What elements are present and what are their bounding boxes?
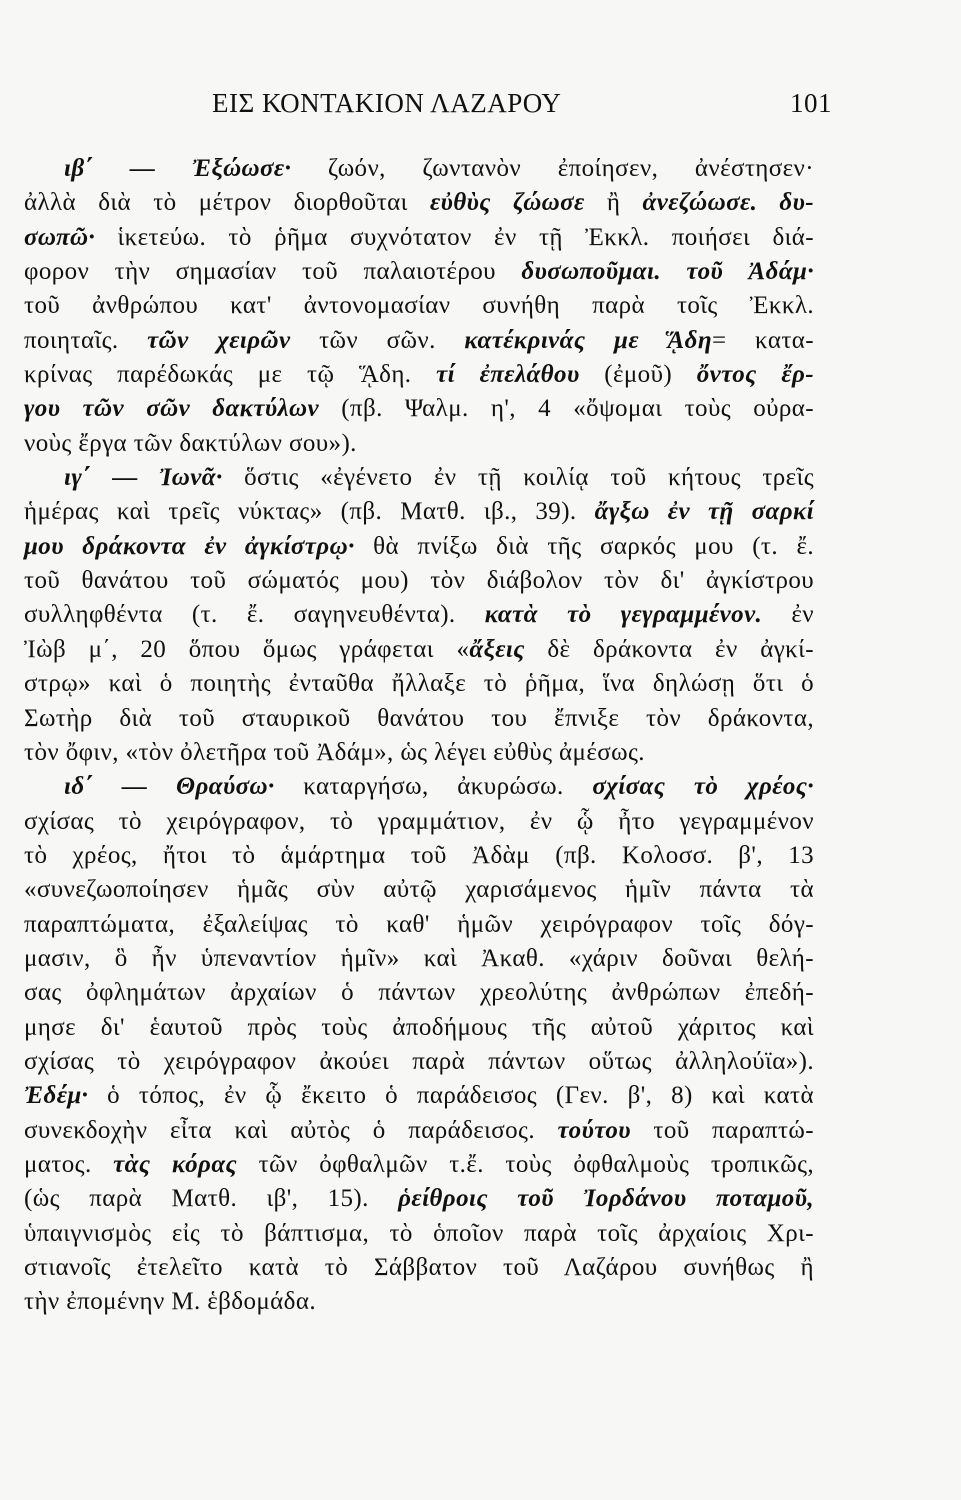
text-line (24, 736, 814, 770)
text-line (24, 152, 814, 186)
text-run: Ἰὼβ μ΄, 20 ὅπου ὅμως γράφεται « (24, 635, 470, 663)
text-run: μασιν, ὃ ἦν ὑπεναντίον ἡμῖν» καὶ Ἀκαθ. «χάριν δοῦναι θελή- (24, 944, 814, 972)
lemma: σωπῶ· (24, 223, 96, 251)
text-line (24, 495, 814, 529)
text-run: τῶν ὀφθαλμῶν τ.ἔ. τοὺς ὀφθαλμοὺς τροπικῶς, (237, 1150, 815, 1178)
text-line (24, 873, 814, 907)
text-run: Σωτὴρ διὰ τοῦ σταυρικοῦ θανάτου του ἔπνιξε τὸν δράκοντα, (24, 704, 814, 732)
text-line (24, 358, 814, 392)
text-run: παραπτώματα, ἐξαλείψας τὸ καθ' ἡμῶν χειρόγραφον τοῖς δόγ- (24, 910, 814, 938)
text-run: τοῦ θανάτου τοῦ σώματός μου) τὸν διάβολον τὸν δι' ἀγκίστρου (24, 567, 814, 595)
text-line (24, 1182, 814, 1216)
text-line (24, 1148, 814, 1182)
text-run: σας ὀφλημάτων ἀρχαίων ὁ πάντων χρεολύτης ἀνθρώπων ἐπεδή- (24, 979, 814, 1007)
text-run: τὸ χρέος, ἤτοι τὸ ἁμάρτημα τοῦ Ἀδὰμ (πβ. Κολοσσ. β', 13 (24, 841, 814, 869)
text-run: δὲ δράκοντα ἐν ἀγκί- (524, 635, 814, 663)
text-run: φορον τὴν σημασίαν τοῦ παλαιοτέρου (24, 258, 522, 286)
lemma: γου τῶν σῶν δακτύλων (24, 395, 319, 423)
lemma: ιδ΄ — Θραύσω· (64, 773, 275, 801)
text-line (24, 702, 814, 736)
text-line (24, 324, 814, 358)
text-run: ποιηταῖς. (24, 326, 148, 354)
text-line (24, 976, 814, 1010)
text-run: (ὡς παρὰ Ματθ. ιβ', 15). (24, 1185, 399, 1213)
lemma: κατέκρινάς με ᾍδη (464, 326, 712, 354)
text-run: (ἐμοῦ) (579, 361, 697, 389)
text-run: ζωόν, ζωντανὸν ἐποίησεν, ἀνέστησεν· (291, 155, 814, 182)
text-line (24, 427, 814, 461)
text-run: τῶν σῶν. (290, 326, 465, 354)
text-line (24, 1251, 814, 1285)
text-run: τὴν ἐπομένην Μ. ἑβδομάδα. (24, 1288, 316, 1316)
text-line (24, 1114, 814, 1148)
text-run: ἐν (762, 601, 814, 629)
text-run: τοῦ ἀνθρώπου κατ' ἀντονομασίαν συνήθη παρὰ τοῖς Ἐκκλ. (24, 292, 814, 320)
commentary-text (24, 152, 814, 1320)
text-run: σχίσας τὸ χειρόγραφον ἀκούει παρὰ πάντων οὕτως ἀλληλούϊα»). (24, 1047, 814, 1075)
lemma: ἄγξω ἐν τῇ σαρκί (594, 498, 815, 526)
lemma: Ἐδέμ· (24, 1082, 89, 1110)
book-page (24, 0, 924, 1500)
text-line (24, 1217, 814, 1251)
lemma: ἀνεζώωσε. δυ- (642, 189, 815, 217)
lemma: ιγ΄ — Ἰωνᾶ· (64, 464, 223, 492)
lemma: τούτου (557, 1116, 631, 1144)
lemma: σχίσας τὸ χρέος· (592, 773, 814, 801)
text-run: θὰ πνίξω διὰ τῆς σαρκός μου (τ. ἔ. (354, 532, 814, 560)
text-run: ἱκετεύω. τὸ ῥῆμα συχνότατον ἐν τῇ Ἐκκλ. ποιήσει διά- (95, 223, 814, 251)
lemma: ῥείθροις τοῦ Ἰορδάνου ποταμοῦ, (398, 1185, 814, 1213)
text-line (24, 1045, 814, 1079)
text-line (24, 667, 814, 701)
text-line (24, 289, 814, 323)
text-run: ἢ (584, 189, 643, 217)
lemma: εὐθὺς ζώωσε (429, 189, 585, 217)
lemma: τῶν χειρῶν (147, 326, 291, 354)
lemma: ιβ΄ — Ἐξώωσε· (64, 155, 292, 182)
text-line (24, 461, 814, 495)
text-run: μησε δι' ἑαυτοῦ πρὸς τοὺς ἀποδήμους τῆς αὐτοῦ χάριτος καὶ (24, 1013, 814, 1041)
text-line (24, 942, 814, 976)
text-run: ματος. (24, 1150, 114, 1178)
text-run: (πβ. Ψαλμ. η', 4 «ὄψομαι τοὺς οὐρα- (319, 395, 815, 423)
text-run: τοῦ παραπτώ- (630, 1116, 814, 1144)
lemma: δυσωποῦμαι. τοῦ Ἀδάμ· (521, 258, 814, 286)
text-run: ὁ τόπος, ἐν ᾧ ἔκειτο ὁ παράδεισος (Γεν. β', 8) καὶ κατὰ (88, 1082, 814, 1110)
text-line (24, 908, 814, 942)
text-line (24, 392, 814, 426)
text-run: ἀλλὰ διὰ τὸ μέτρον διορθοῦται (24, 189, 430, 217)
lemma: ἄξεις (469, 635, 525, 663)
text-line (24, 805, 814, 839)
lemma: τὰς κόρας (113, 1150, 238, 1178)
text-run: νοὺς ἔργα τῶν δακτύλων σου»). (24, 429, 357, 457)
text-line (24, 564, 814, 598)
text-run: στρῳ» καὶ ὁ ποιητὴς ἐνταῦθα ἤλλαξε τὸ ῥῆμα, ἵνα δηλώσῃ ὅτι ὁ (24, 670, 814, 698)
text-run: «συνεζωοποίησεν ἡμᾶς σὺν αὐτῷ χαρισάμενος ἡμῖν πάντα τὰ (24, 876, 814, 904)
text-run: καταργήσω, ἀκυρώσω. (274, 773, 593, 801)
text-run: σχίσας τὸ χειρόγραφον, τὸ γραμμάτιον, ἐν ᾧ ἦτο γεγραμμένον (24, 807, 814, 835)
text-line (24, 1079, 814, 1113)
text-run: ὅστις «ἐγένετο ἐν τῇ κοιλίᾳ τοῦ κήτους τρεῖς (222, 464, 815, 492)
running-title: ΕΙΣ ΚΟΝΤΑΚΙΟΝ ΛΑΖΑΡΟΥ (212, 88, 562, 118)
lemma: ὄντος ἔρ- (696, 361, 815, 389)
text-run: ὑπαιγνισμὸς εἰς τὸ βάπτισμα, τὸ ὁποῖον παρὰ τοῖς ἀρχαίοις Χρι- (24, 1219, 814, 1247)
lemma: τί ἐπελάθου (436, 361, 580, 389)
text-run: συνεκδοχὴν εἶτα καὶ αὐτὸς ὁ παράδεισος. (24, 1116, 558, 1144)
text-line (24, 186, 814, 220)
text-line (24, 633, 814, 667)
text-line (24, 1011, 814, 1045)
text-run: τὸν ὄφιν, «τὸν ὀλετῆρα τοῦ Ἀδάμ», ὡς λέγει εὐθὺς ἀμέσως. (24, 738, 645, 766)
text-line (24, 530, 814, 564)
text-line (24, 839, 814, 873)
running-header (24, 88, 832, 128)
page-number: 101 (790, 88, 832, 118)
text-run: συλληφθέντα (τ. ἔ. σαγηνευθέντα). (24, 601, 485, 629)
text-run: = κατα- (711, 326, 814, 354)
lemma: μου δράκοντα ἐν ἀγκίστρῳ· (24, 532, 355, 560)
lemma: κατὰ τὸ γεγραμμένον. (484, 601, 763, 629)
text-line (24, 255, 814, 289)
text-line (24, 1285, 814, 1319)
text-line (24, 221, 814, 255)
text-line (24, 598, 814, 632)
text-run: κρίνας παρέδωκάς με τῷ ᾍδη. (24, 361, 437, 389)
text-run: στιανοῖς ἐτελεῖτο κατὰ τὸ Σάββατον τοῦ Λαζάρου συνήθως ἢ (24, 1254, 814, 1281)
text-run: ἡμέρας καὶ τρεῖς νύκτας» (πβ. Ματθ. ιβ., 39). (24, 498, 595, 526)
text-line (24, 770, 814, 804)
